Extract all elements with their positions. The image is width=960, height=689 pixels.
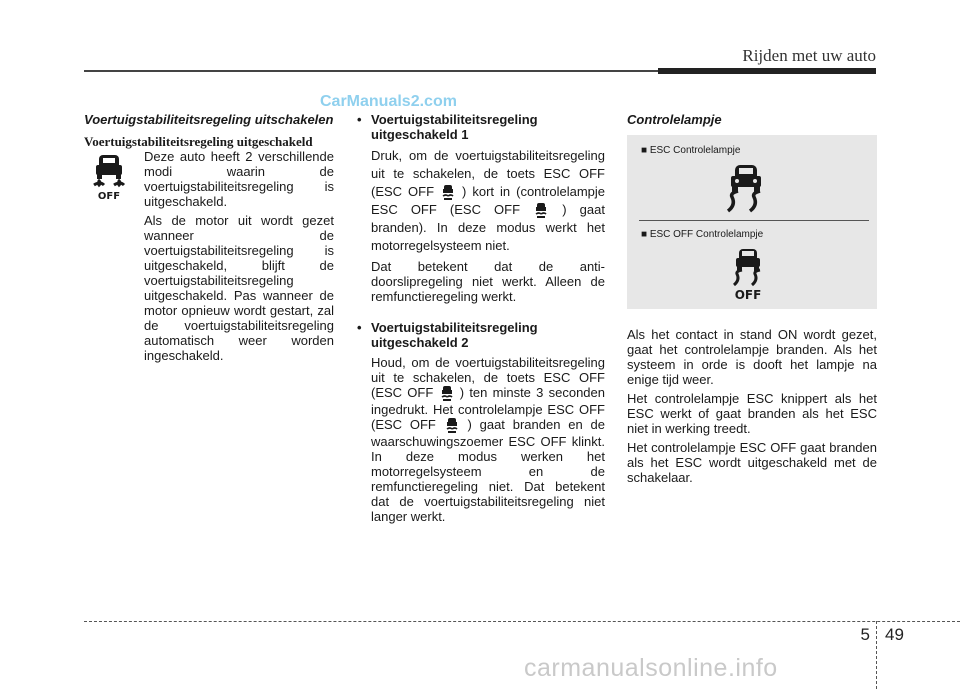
mode-1-title-line2: uitgeschakeld 1: [371, 127, 469, 142]
mode-2-title-line2: uitgeschakeld 2: [371, 335, 469, 351]
esc-off-icon: [84, 153, 134, 201]
bullet-heading-mode-2: • Voertuigstabiliteitsregeling uitgeschakeld 2: [357, 320, 538, 351]
esc-off-inline-icon: [440, 385, 454, 402]
column-2: [355, 112, 605, 528]
esc-off-inline-icon: [441, 184, 455, 201]
chapter-number: 5: [860, 625, 870, 644]
col3-paragraph-1: Als het contact in stand ON wordt gezet, gaat het controlelampje branden. Als het systeem in orde is dooft het lampje na enige tijd weer.: [627, 327, 877, 387]
mode-2-text-c: ) gaat branden en de waarschuwingszoemer ESC OFF klinkt. In deze modus werken het motorregelsysteem en de remfunctieregeling niet. Dat betekent dat de voertuigstabiliteitsregeling niet langer werkt.: [371, 417, 605, 525]
panel-label-esc-off: ■ ESC OFF Controlelampje: [641, 229, 764, 240]
mode-1-text-a: Druk, om de voertuigstabiliteitsregeling uit te schakelen, de toets ESC OFF (ESC OFF: [371, 148, 605, 199]
page-header-title: Rijden met uw auto: [742, 46, 876, 65]
esc-off-inline-icon: [445, 417, 459, 434]
mode-1-text-b: ) kort in (controlelampje ESC OFF (ESC OFF: [371, 184, 605, 218]
header-rule: [84, 70, 658, 72]
mode-1-text-c: ) gaat branden). In deze modus werkt het motorregelsysteem niet.: [371, 202, 605, 254]
column-1: [84, 112, 334, 367]
section-heading-indicator: Controlelampje: [627, 112, 722, 127]
esc-off-indicator-label: OFF: [734, 288, 762, 301]
header-rule-accent: [658, 68, 876, 74]
subheading-disabled: Voertuigstabiliteitsregeling uitgeschakeld: [84, 134, 313, 149]
col3-paragraph-3: Het controlelampje ESC OFF gaat branden als het ESC wordt uitgeschakeld met de schakelaar.: [627, 440, 877, 485]
watermark-top[interactable]: CarManuals2.com: [320, 93, 457, 110]
esc-off-inline-icon: [534, 202, 548, 219]
col1-paragraph-2: Als de motor uit wordt gezet wanneer de voertuigstabiliteitsregeling is uitgeschakeld, blijft de voertuigstabiliteitsregeling uitgeschakeld. Pas wanneer de motor opnieuw wordt gestart, zal de voertuigstabiliteitsregeling automatisch weer worden ingeschakeld.: [144, 213, 334, 363]
mode-2-text-a: Houd, om de voertuigstabiliteitsregeling uit te schakelen, de toets ESC OFF (ESC OFF: [371, 355, 605, 401]
column-3: [627, 112, 877, 489]
mode-2-text-b: ) ten minste 3 seconden ingedrukt. Het controlelampje ESC OFF (ESC OFF: [371, 385, 605, 433]
page-number: 49: [885, 625, 904, 644]
footer-rule: [84, 621, 960, 622]
panel-label-esc: ■ ESC Controlelampje: [641, 145, 741, 156]
watermark-bottom[interactable]: carmanualsonline.info: [524, 654, 778, 682]
bullet-heading-mode-1: • Voertuigstabiliteitsregeling uitgeschakeld 1: [357, 112, 538, 142]
mode-1-paragraph-2: Dat betekent dat de anti-doorslipregeling niet werkt. Alleen de remfunctieregeling werkt.: [371, 259, 605, 305]
esc-off-icon-label: OFF: [97, 191, 121, 201]
indicator-panel: [627, 135, 877, 309]
col1-paragraph-1: Deze auto heeft 2 verschillende modi waarin de voertuigstabiliteitsregeling is uitgeschakeld.: [144, 149, 334, 209]
mode-2-paragraph-1: [371, 355, 605, 524]
mode-1-title-line1: Voertuigstabiliteitsregeling: [371, 112, 538, 127]
col3-paragraph-2: Het controlelampje ESC knippert als het ESC werkt of gaat branden als het ESC niet in werking treedt.: [627, 391, 877, 436]
esc-indicator-icon: [720, 163, 772, 215]
panel-divider: [639, 220, 869, 221]
footer-divider: [876, 621, 877, 689]
mode-1-paragraph-1: [371, 147, 605, 255]
section-heading-disable: Voertuigstabiliteitsregeling uitschakelen: [84, 112, 334, 127]
esc-off-indicator-icon: [725, 247, 771, 301]
mode-2-title-line1: Voertuigstabiliteitsregeling: [371, 320, 538, 336]
